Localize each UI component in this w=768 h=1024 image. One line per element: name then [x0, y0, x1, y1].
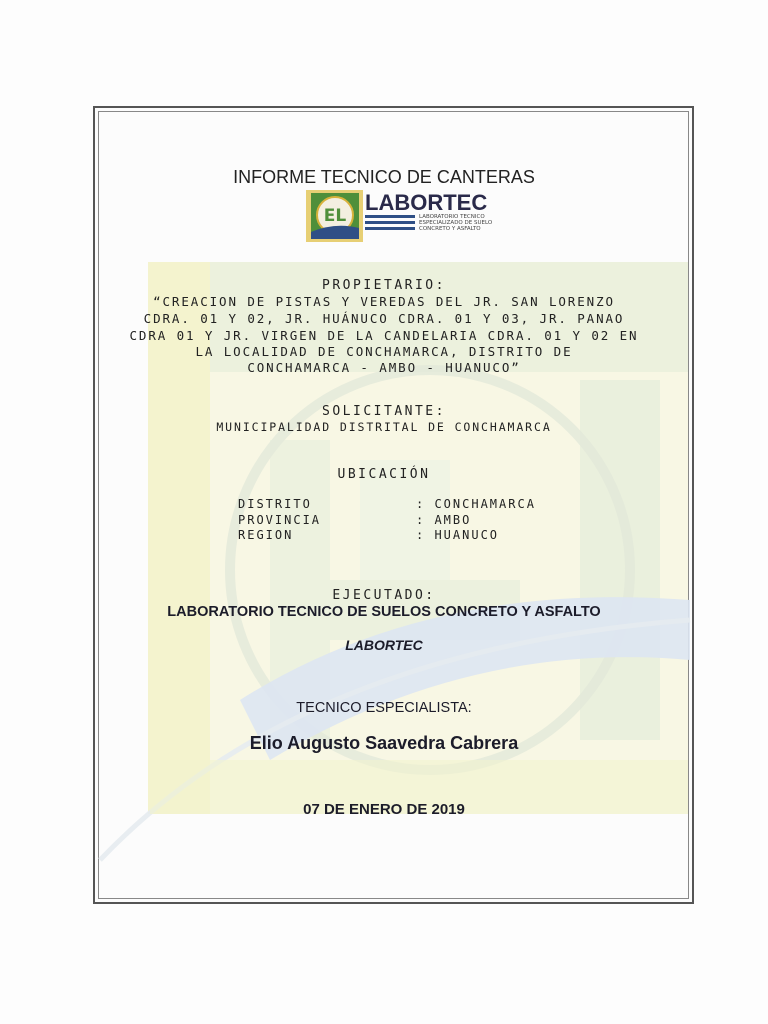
applicant-name: MUNICIPALIDAD DISTRITAL DE CONCHAMARCA	[216, 420, 552, 434]
specialist-heading: TECNICO ESPECIALISTA:	[296, 700, 472, 716]
executed-heading: EJECUTADO:	[332, 588, 436, 603]
owner-line-2: CDRA. 01 Y 02, JR. HUÁNUCO CDRA. 01 Y 03, JR. PANAO	[143, 311, 625, 326]
owner-heading: PROPIETARIO:	[322, 278, 446, 293]
location-province-label: PROVINCIA	[238, 513, 322, 527]
location-district-value: : CONCHAMARCA	[416, 497, 536, 511]
logo-monogram: EL	[323, 206, 347, 226]
logo-tagline-1: LABORATORIO TECNICO	[419, 214, 485, 220]
logo-brand: LABORTEC	[365, 190, 488, 215]
owner-line-4: LA LOCALIDAD DE CONCHAMARCA, DISTRITO DE	[195, 344, 573, 359]
labortec-logo-mark	[305, 188, 495, 244]
location-heading: UBICACIÓN	[337, 467, 431, 482]
owner-line-3: CDRA 01 Y JR. VIRGEN DE LA CANDELARIA CDRA. 01 Y 02 EN	[129, 328, 639, 343]
logo-tagline-3: CONCRETO Y ASFALTO	[419, 226, 481, 232]
location-district-label: DISTRITO	[238, 497, 312, 511]
report-date: 07 DE ENERO DE 2019	[303, 801, 465, 818]
specialist-name: Elio Augusto Saavedra Cabrera	[249, 733, 519, 753]
executed-lab-name: LABORATORIO TECNICO DE SUELOS CONCRETO Y ASFALTO	[167, 604, 601, 620]
owner-line-5: CONCHAMARCA - AMBO - HUANUCO”	[247, 360, 521, 375]
executed-lab-short: LABORTEC	[345, 637, 423, 653]
location-province-value: : AMBO	[416, 513, 472, 527]
location-region-label: REGION	[238, 528, 294, 542]
applicant-heading: SOLICITANTE:	[322, 404, 446, 419]
logo-tagline-2: ESPECIALIZADO DE SUELO	[419, 220, 493, 226]
location-region-value: : HUANUCO	[416, 528, 500, 542]
labortec-logo	[305, 188, 495, 244]
owner-line-1: “CREACION DE PISTAS Y VEREDAS DEL JR. SAN LORENZO	[153, 294, 615, 309]
report-title: INFORME TECNICO DE CANTERAS	[233, 167, 535, 187]
